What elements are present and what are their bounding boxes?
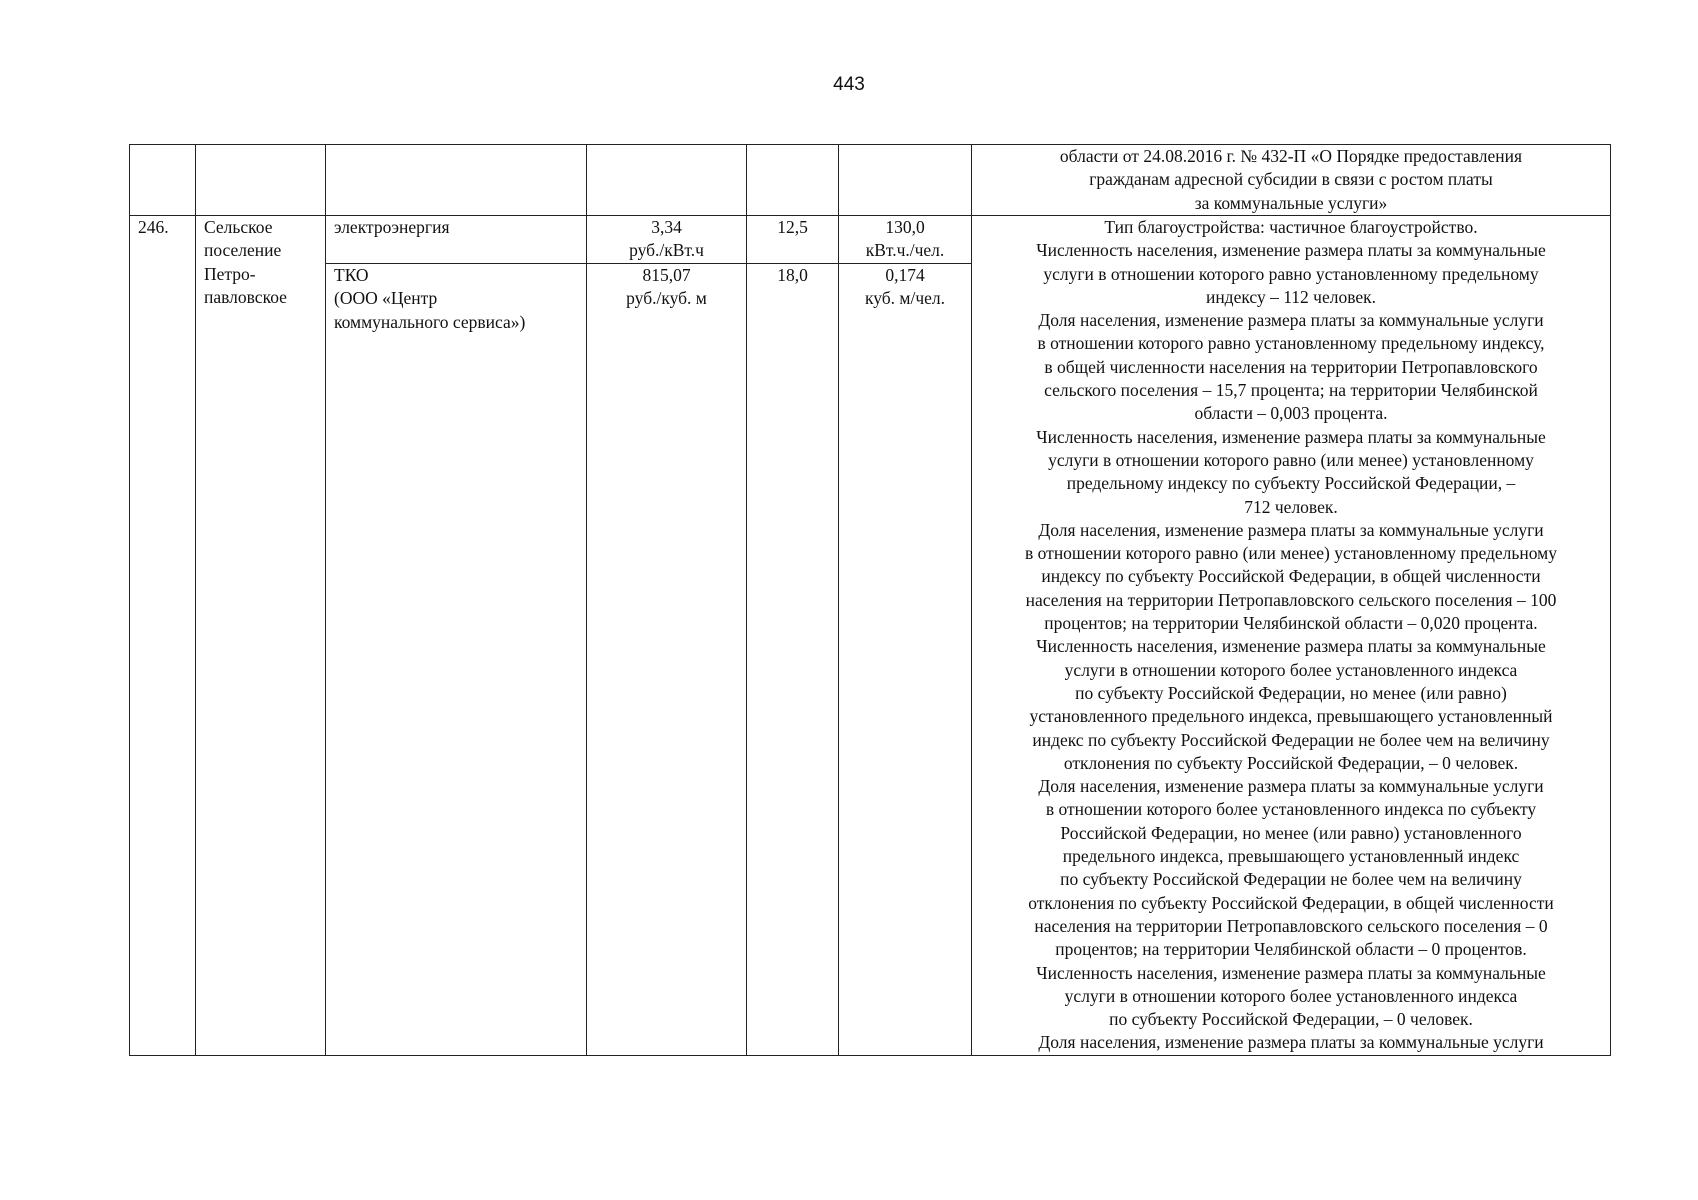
entry-note-cell <box>972 216 1611 1056</box>
index-value: 12,5 <box>777 217 808 237</box>
note-line: услуги в отношении которого более установленного индекса <box>1064 985 1518 1006</box>
settlement-name-line: поселение <box>204 240 282 261</box>
settlement-name-line: Петро- <box>204 263 256 284</box>
service-provider: коммунального сервиса») <box>334 311 526 332</box>
note-line: за коммунальные услуги» <box>1194 192 1388 213</box>
service-name: электроэнергия <box>334 217 450 237</box>
note-line: Численность населения, изменение размера платы за коммунальные <box>1036 426 1546 447</box>
empty-cell <box>747 145 839 216</box>
note-line: населения на территории Петропавловского сельского поселения – 100 <box>1025 589 1557 610</box>
note-line: в отношении которого более установленного индекса по субъекту <box>1045 799 1537 820</box>
index-value: 18,0 <box>777 265 808 285</box>
volume-cell <box>839 216 972 264</box>
entry-number-cell <box>130 216 196 1056</box>
tariff-cell <box>587 264 747 1056</box>
note-line: услуги в отношении которого равно установленному предельному <box>1043 263 1539 284</box>
note-line: индексу – 112 человек. <box>1205 286 1377 307</box>
continuation-note-cell <box>972 145 1611 216</box>
service-name-cell <box>326 216 587 264</box>
note-line: по субъекту Российской Федерации, но менее (или равно) <box>1075 682 1507 703</box>
tariff-unit: руб./куб. м <box>626 288 707 309</box>
service-name-cell <box>326 264 587 1056</box>
volume-value: 0,174 <box>885 265 925 285</box>
note-line: услуги в отношении которого равно (или менее) установленному <box>1048 449 1534 470</box>
note-line: предельного индекса, превышающего установленный индекс <box>1062 846 1520 867</box>
note-line: сельского поселения – 15,7 процента; на территории Челябинской <box>1044 380 1538 401</box>
note-line: процентов; на территории Челябинской области – 0 процентов. <box>1055 939 1527 960</box>
note-line: по субъекту Российской Федерации не более чем на величину <box>1060 869 1522 890</box>
note-line: отклонения по субъекту Российской Федерации, – 0 человек. <box>1063 752 1519 773</box>
note-line: гражданам адресной субсидии в связи с ростом платы <box>1089 169 1493 190</box>
empty-cell <box>839 145 972 216</box>
empty-cell <box>130 145 196 216</box>
note-line: предельному индексу по субъекту Российской Федерации, – <box>1066 473 1516 494</box>
index-cell <box>747 216 839 264</box>
settlement-name-line: павловское <box>204 286 287 307</box>
tariff-table <box>129 144 1611 1056</box>
note-line: индексу по субъекту Российской Федерации, в общей численности <box>1041 566 1541 587</box>
empty-cell <box>196 145 326 216</box>
note-line: Доля населения, изменение размера платы за коммунальные услуги <box>1038 1032 1544 1053</box>
service-name: ТКО <box>334 265 369 285</box>
entry-number: 246. <box>138 217 169 237</box>
volume-value: 130,0 <box>885 217 925 237</box>
index-cell <box>747 264 839 1056</box>
note-line: услуги в отношении которого более установленного индекса <box>1064 659 1518 680</box>
note-line: отклонения по субъекту Российской Федерации, в общей численности <box>1028 892 1554 913</box>
settlement-name-line: Сельское <box>204 217 273 237</box>
tariff-unit: руб./кВт.ч <box>629 240 704 261</box>
note-line: Российской Федерации, но менее (или равно) установленного <box>1060 822 1522 843</box>
empty-cell <box>326 145 587 216</box>
note-line: населения на территории Петропавловского сельского поселения – 0 <box>1034 915 1548 936</box>
note-line: по субъекту Российской Федерации, – 0 человек. <box>1109 1009 1473 1030</box>
note-line: Численность населения, изменение размера платы за коммунальные <box>1036 962 1546 983</box>
note-line: установленного предельного индекса, превышающего установленный <box>1029 706 1553 727</box>
entry-row <box>130 216 1611 264</box>
tariff-cell <box>587 216 747 264</box>
note-line: в общей численности населения на территории Петропавловского <box>1044 356 1538 377</box>
tariff-value: 3,34 <box>651 217 682 237</box>
tariff-value: 815,07 <box>642 265 691 285</box>
note-line: области от 24.08.2016 г. № 432-П «О Порядке предоставления <box>1059 146 1523 166</box>
note-line: Доля населения, изменение размера платы за коммунальные услуги <box>1038 776 1544 797</box>
service-provider: (ООО «Центр <box>334 288 438 309</box>
note-line: Доля населения, изменение размера платы за коммунальные услуги <box>1038 310 1544 331</box>
volume-unit: куб. м/чел. <box>864 288 946 309</box>
note-line: Численность населения, изменение размера платы за коммунальные <box>1036 636 1546 657</box>
note-line: в отношении которого равно (или менее) установленному предельному <box>1025 543 1557 564</box>
note-line: Численность населения, изменение размера платы за коммунальные <box>1036 240 1546 261</box>
note-line: процентов; на территории Челябинской области – 0,020 процента. <box>1044 613 1538 634</box>
volume-unit: кВт.ч./чел. <box>865 240 945 261</box>
volume-cell <box>839 264 972 1056</box>
note-line: в отношении которого равно установленному предельному индексу, <box>1037 333 1545 354</box>
note-line: индекс по субъекту Российской Федерации не более чем на величину <box>1032 729 1550 750</box>
settlement-name-cell <box>196 216 326 1056</box>
continuation-row <box>130 145 1611 216</box>
note-line: Доля населения, изменение размера платы за коммунальные услуги <box>1038 519 1544 540</box>
empty-cell <box>587 145 747 216</box>
note-line: области – 0,003 процента. <box>1194 403 1388 424</box>
note-line: 712 человек. <box>1244 496 1338 517</box>
note-line: Тип благоустройства: частичное благоустройство. <box>1104 217 1478 237</box>
page-number: 443 <box>833 74 865 95</box>
